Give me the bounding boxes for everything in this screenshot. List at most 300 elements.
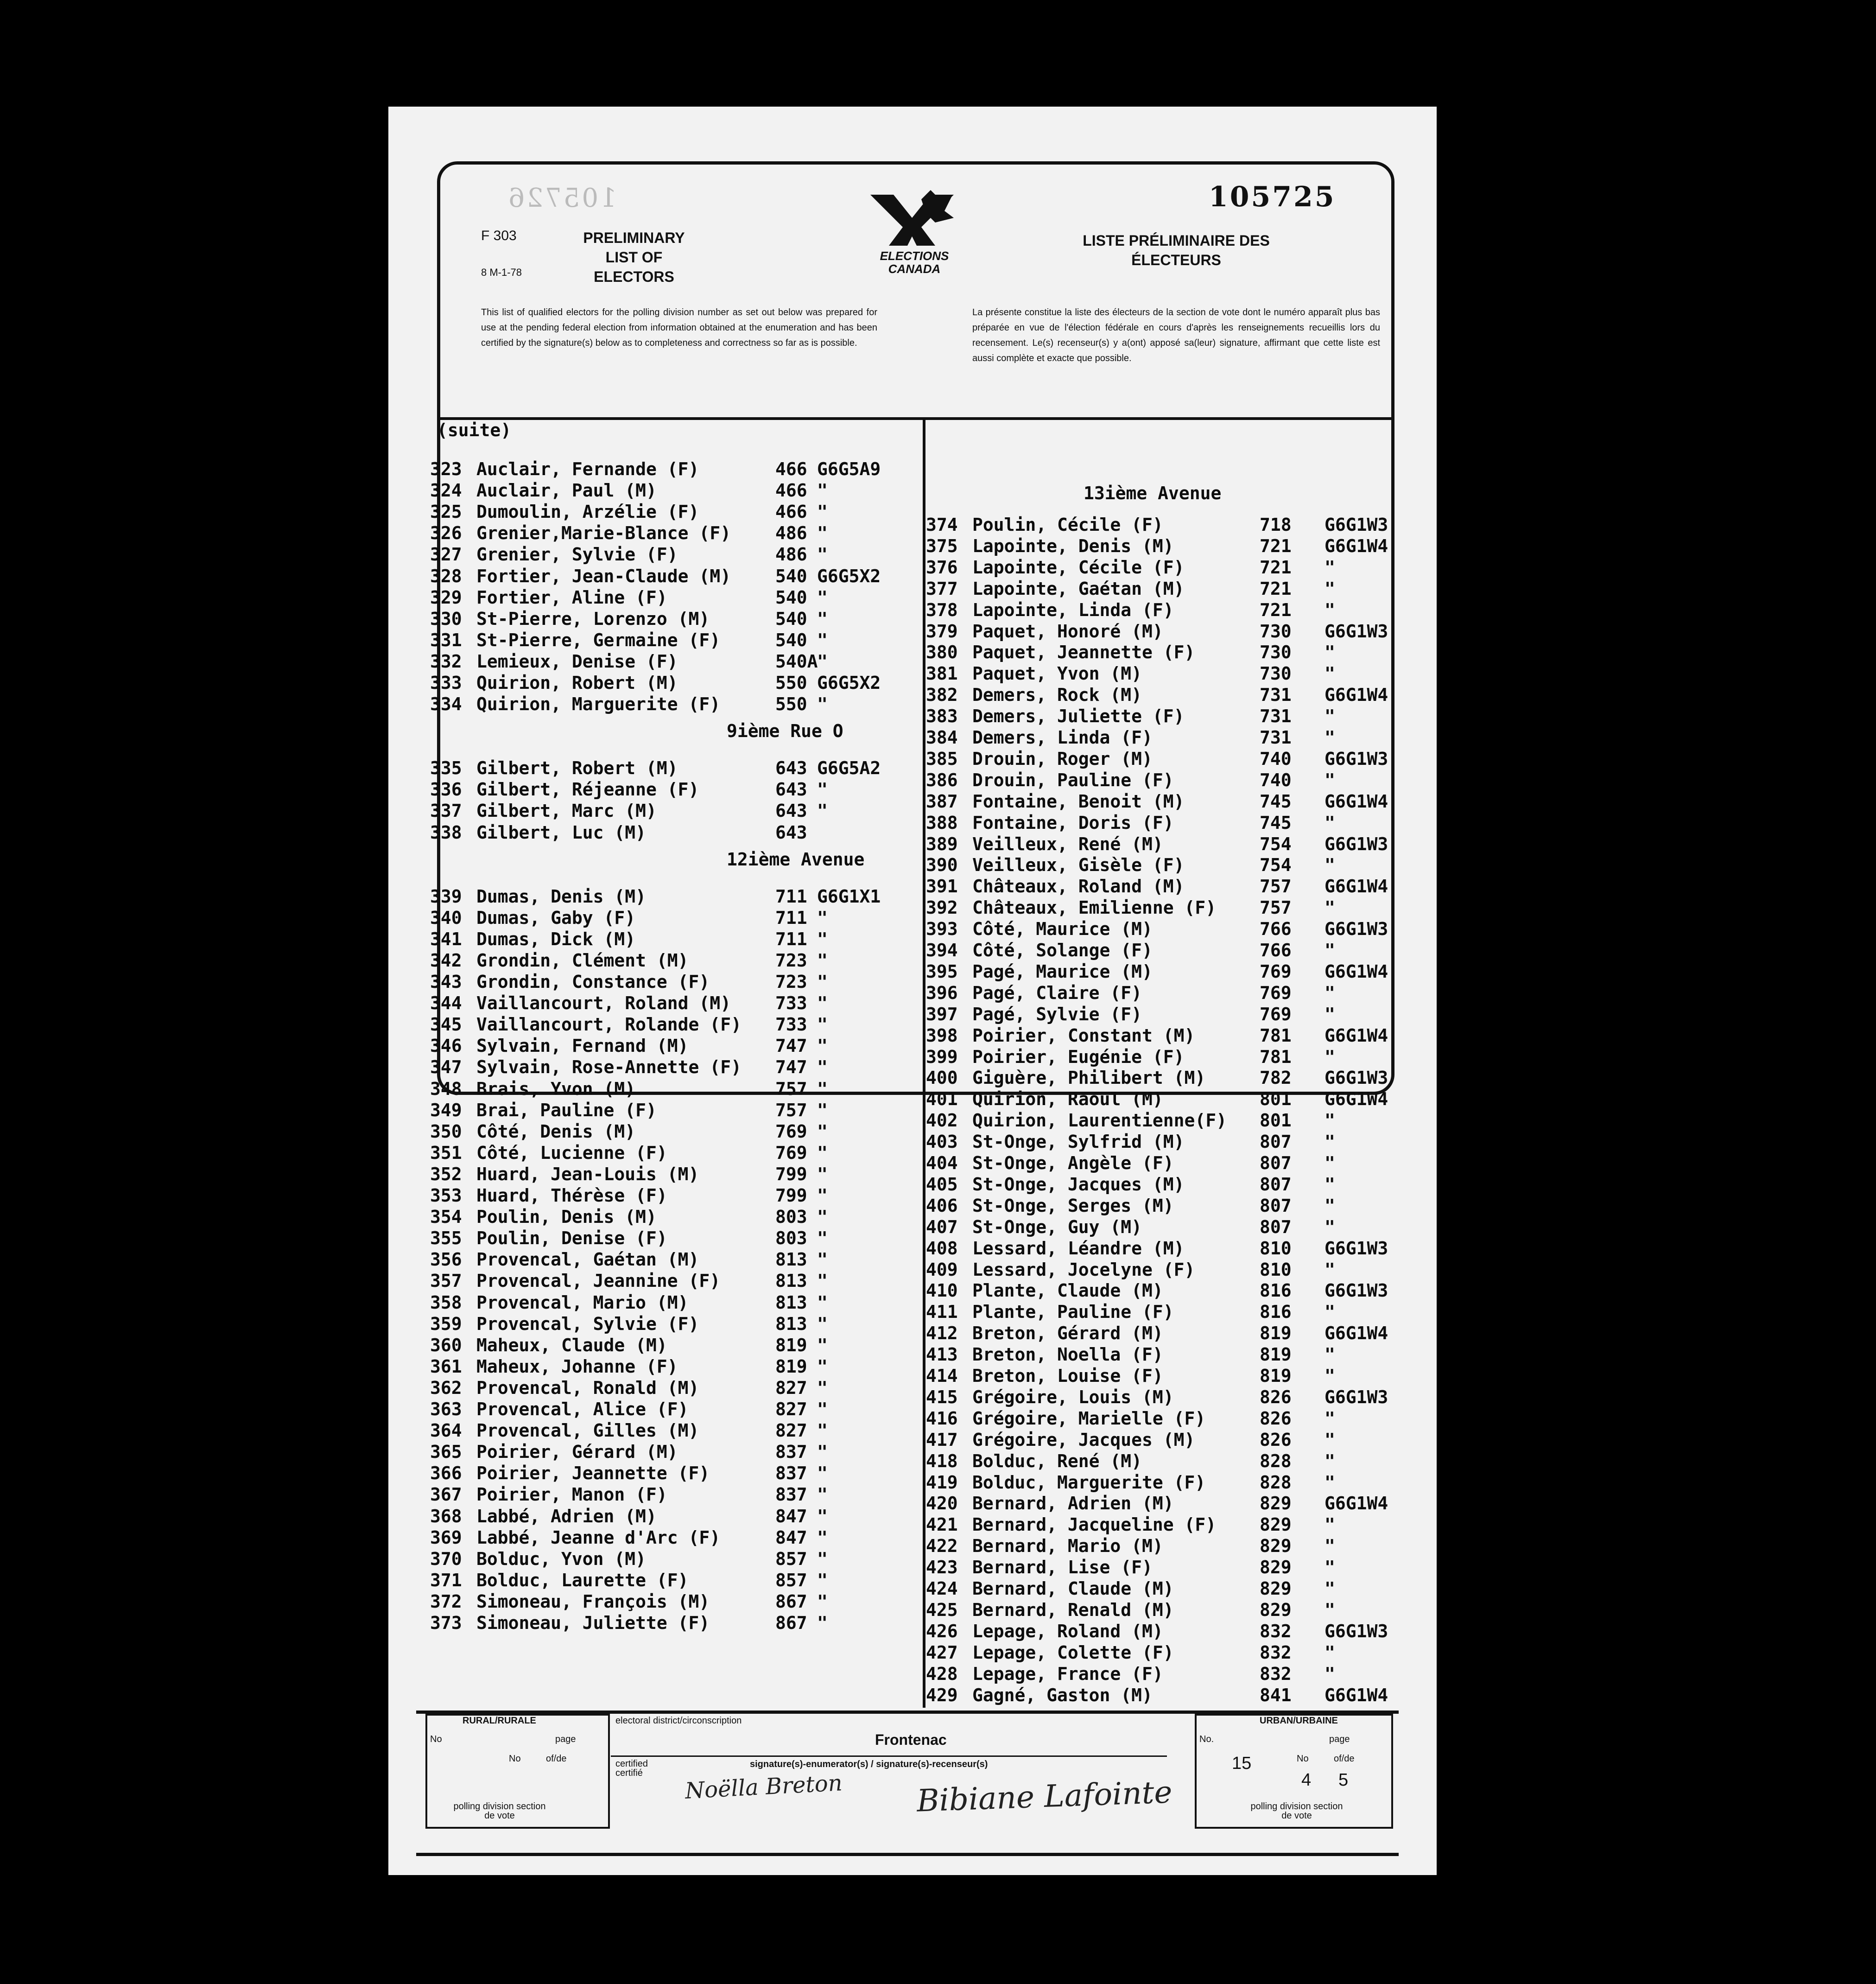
- civic-number: 826: [1260, 1429, 1292, 1450]
- civic-number: 826: [1260, 1386, 1292, 1407]
- elector-number: 379: [926, 621, 958, 642]
- postal-code: ": [817, 1313, 828, 1334]
- postal-code: ": [817, 630, 828, 650]
- civic-number: 819: [775, 1356, 807, 1377]
- elector-row: [926, 536, 1426, 557]
- civic-number: 747: [775, 1036, 807, 1056]
- postal-code: ": [1325, 1578, 1335, 1599]
- elector-name: Vaillancourt, Roland (M): [476, 993, 731, 1014]
- civic-number: 827: [775, 1399, 807, 1419]
- elector-number: 378: [926, 599, 958, 620]
- elector-row: [926, 1047, 1426, 1068]
- elector-row: [430, 1549, 917, 1570]
- elector-number: 420: [926, 1493, 958, 1514]
- elector-name: Fontaine, Doris (F): [972, 812, 1174, 833]
- elector-number: 410: [926, 1280, 958, 1301]
- postal-code: G6G1W3: [1325, 919, 1388, 940]
- postal-code: ": [817, 1613, 828, 1633]
- elector-number: 405: [926, 1174, 958, 1195]
- civic-number: 643: [775, 758, 807, 779]
- civic-number: 781: [1260, 1046, 1292, 1067]
- postal-code: ": [1325, 1663, 1335, 1684]
- elector-number: 362: [430, 1377, 462, 1398]
- elector-number: 413: [926, 1344, 958, 1365]
- postal-code: ": [1325, 578, 1335, 599]
- postal-code: ": [1325, 982, 1335, 1003]
- elector-number: 369: [430, 1527, 462, 1548]
- postal-code: ": [817, 993, 828, 1014]
- elector-name: St-Onge, Angèle (F): [972, 1153, 1174, 1173]
- civic-number: 747: [775, 1057, 807, 1078]
- postal-code: ": [817, 928, 828, 949]
- elector-number: 408: [926, 1238, 958, 1259]
- elector-number: 335: [430, 758, 462, 779]
- elector-name: Provencal, Alice (F): [476, 1399, 689, 1419]
- civic-number: 754: [1260, 833, 1292, 854]
- elector-name: Drouin, Pauline (F): [972, 769, 1174, 790]
- elector-number: 345: [430, 1014, 462, 1035]
- civic-number: 816: [1260, 1302, 1292, 1323]
- postal-code: G6G1W4: [1325, 961, 1388, 982]
- elector-name: Vaillancourt, Rolande (F): [476, 1014, 742, 1035]
- title-fr: LISTE PRÉLIMINAIRE DES ÉLECTEURS: [1083, 232, 1270, 268]
- postal-code: ": [1325, 1132, 1335, 1152]
- postal-code: ": [1325, 1046, 1335, 1067]
- elector-name: Quirion, Robert (M): [476, 673, 678, 693]
- elector-row: [926, 1004, 1426, 1025]
- postal-code: ": [817, 1463, 828, 1484]
- postal-code: G6G1W4: [1325, 1685, 1388, 1705]
- elector-row: [926, 1621, 1426, 1642]
- elector-name: St-Pierre, Germaine (F): [476, 630, 721, 650]
- civic-number: 829: [1260, 1578, 1292, 1599]
- postal-code: ": [817, 480, 828, 501]
- civic-number: 721: [1260, 535, 1292, 556]
- elector-number: 358: [430, 1292, 462, 1313]
- postal-code: ": [817, 1036, 828, 1056]
- elector-number: 372: [430, 1591, 462, 1612]
- elector-row: [430, 993, 917, 1014]
- elector-row: [926, 1685, 1426, 1706]
- postal-code: ": [817, 1527, 828, 1548]
- elector-number: 389: [926, 833, 958, 854]
- elector-number: 404: [926, 1153, 958, 1173]
- elector-number: 338: [430, 822, 462, 843]
- elector-name: Poirier, Manon (F): [476, 1484, 667, 1505]
- postal-code: ": [1325, 599, 1335, 620]
- elector-row: [926, 1664, 1426, 1685]
- elector-number: 422: [926, 1536, 958, 1557]
- elector-number: 411: [926, 1302, 958, 1323]
- elector-name: St-Onge, Guy (M): [972, 1216, 1142, 1237]
- elector-row: [926, 813, 1426, 834]
- elector-name: Gilbert, Luc (M): [476, 822, 646, 843]
- elector-number: 386: [926, 769, 958, 790]
- civic-number: 540: [775, 630, 807, 650]
- postal-code: G6G1W3: [1325, 833, 1388, 854]
- civic-number: 745: [1260, 812, 1292, 833]
- elector-number: 340: [430, 907, 462, 928]
- civic-number: 813: [775, 1292, 807, 1313]
- civic-number: 813: [775, 1313, 807, 1334]
- postal-code: ": [1325, 855, 1335, 876]
- postal-code: ": [1325, 557, 1335, 578]
- postal-code: ": [817, 502, 828, 522]
- footer-block: [416, 1711, 1399, 1856]
- postal-code: ": [817, 694, 828, 715]
- enumerator-signature-1: Noëlla Breton: [684, 1770, 843, 1804]
- civic-number: 711: [775, 886, 807, 907]
- postal-code: ": [817, 1377, 828, 1398]
- elector-name: Bolduc, Laurette (F): [476, 1570, 689, 1590]
- elector-row: [430, 1228, 917, 1249]
- civic-number: 740: [1260, 769, 1292, 790]
- elector-name: Brai, Pauline (F): [476, 1100, 657, 1120]
- elector-name: Gilbert, Réjeanne (F): [476, 779, 699, 800]
- elector-name: Bolduc, Yvon (M): [476, 1548, 646, 1569]
- civic-number: 766: [1260, 919, 1292, 940]
- elector-number: 337: [430, 801, 462, 821]
- civic-number: 731: [1260, 727, 1292, 748]
- postal-code: G6G1W3: [1325, 1386, 1388, 1407]
- postal-code: ": [1325, 1366, 1335, 1386]
- elector-row: [430, 908, 917, 929]
- elector-number: 399: [926, 1046, 958, 1067]
- elector-row: [430, 1463, 917, 1484]
- elector-name: Sylvain, Fernand (M): [476, 1036, 689, 1056]
- elector-row: [430, 1527, 917, 1549]
- elector-row: [430, 630, 917, 651]
- elector-number: 328: [430, 566, 462, 586]
- civic-number: 643: [775, 779, 807, 800]
- elector-number: 333: [430, 673, 462, 693]
- postal-code: G6G1W3: [1325, 515, 1388, 535]
- street-heading: 12ième Avenue: [727, 849, 865, 870]
- postal-code: ": [817, 1399, 828, 1419]
- civic-number: 837: [775, 1442, 807, 1463]
- elector-number: 414: [926, 1366, 958, 1386]
- elector-number: 371: [430, 1570, 462, 1590]
- postal-code: ": [817, 1014, 828, 1035]
- urban-label: URBAN/URBAINE: [1260, 1716, 1338, 1726]
- elector-name: Paquet, Yvon (M): [972, 663, 1142, 684]
- elector-number: 349: [430, 1100, 462, 1120]
- civic-number: 826: [1260, 1408, 1292, 1429]
- elector-name: Côté, Denis (M): [476, 1121, 636, 1142]
- postal-code: ": [1325, 727, 1335, 748]
- elector-name: Veilleux, René (M): [972, 833, 1163, 854]
- elector-row: [926, 706, 1426, 727]
- elector-row: [430, 502, 917, 523]
- elector-row: [430, 1420, 917, 1442]
- postal-code: ": [1325, 1259, 1335, 1280]
- postal-code: G6G1W4: [1325, 791, 1388, 812]
- elector-row: [926, 1323, 1426, 1344]
- elector-name: Fortier, Aline (F): [476, 587, 667, 608]
- elector-number: 381: [926, 663, 958, 684]
- enumerator-signature-2: Bibiane Lafointe: [916, 1774, 1173, 1819]
- polling-division-number: 15: [1232, 1754, 1252, 1773]
- street-heading: 13ième Avenue: [1084, 483, 1222, 503]
- elections-canada-logo: [866, 190, 958, 276]
- elector-number: 384: [926, 727, 958, 748]
- civic-number: 837: [775, 1484, 807, 1505]
- rural-polling-label: polling division section de vote: [453, 1801, 546, 1821]
- elector-name: Gilbert, Marc (M): [476, 801, 657, 821]
- elector-number: 403: [926, 1132, 958, 1152]
- elector-number: 429: [926, 1685, 958, 1705]
- elector-number: 330: [430, 608, 462, 629]
- elector-number: 409: [926, 1259, 958, 1280]
- postal-code: ": [1325, 1536, 1335, 1557]
- civic-number: 466: [775, 459, 807, 479]
- elector-row: [926, 1238, 1426, 1259]
- postal-code: G6G1W4: [1325, 685, 1388, 706]
- civic-number: 540A: [775, 651, 818, 672]
- postal-code: ": [817, 544, 828, 565]
- civic-number: 807: [1260, 1195, 1292, 1216]
- elector-name: Simoneau, François (M): [476, 1591, 710, 1612]
- elector-row: [430, 544, 917, 566]
- elector-row: [430, 1399, 917, 1420]
- elector-name: Quirion, Marguerite (F): [476, 694, 721, 715]
- elector-row: [430, 1164, 917, 1185]
- postal-code: G6G1W3: [1325, 1068, 1388, 1088]
- elector-row: [926, 1089, 1426, 1110]
- civic-number: 832: [1260, 1642, 1292, 1663]
- postal-code: ": [817, 1142, 828, 1163]
- elector-row: [926, 1600, 1426, 1621]
- urban-page-label: page: [1329, 1734, 1350, 1744]
- elector-name: Fortier, Jean-Claude (M): [476, 566, 731, 586]
- postal-code: ": [817, 1356, 828, 1377]
- elector-row: [926, 579, 1426, 600]
- elector-row: [926, 961, 1426, 983]
- elector-row: [926, 621, 1426, 642]
- elector-name: Côté, Solange (F): [972, 940, 1153, 960]
- elector-number: 365: [430, 1442, 462, 1463]
- elector-name: Breton, Louise (F): [972, 1366, 1163, 1386]
- postal-code: ": [817, 1506, 828, 1526]
- elector-number: 416: [926, 1408, 958, 1429]
- postal-code: ": [817, 779, 828, 800]
- rural-page-label: page: [555, 1734, 576, 1744]
- elector-number: 342: [430, 950, 462, 971]
- form-code: F 303: [481, 228, 517, 243]
- elector-number: 323: [430, 459, 462, 479]
- elector-number: 387: [926, 791, 958, 812]
- civic-number: 810: [1260, 1259, 1292, 1280]
- elector-row: [430, 1121, 917, 1143]
- elector-row: [926, 642, 1426, 663]
- elector-row: [430, 1185, 917, 1207]
- civic-number: 769: [775, 1121, 807, 1142]
- elector-number: 363: [430, 1399, 462, 1419]
- elector-row: [926, 1536, 1426, 1557]
- civic-number: 816: [1260, 1280, 1292, 1301]
- elector-row: [430, 822, 917, 844]
- elector-row: [926, 791, 1426, 813]
- urban-of-label: of/de: [1334, 1754, 1355, 1764]
- postal-code: ": [1325, 1174, 1335, 1195]
- elector-name: Demers, Juliette (F): [972, 706, 1185, 727]
- civic-number: 827: [775, 1420, 807, 1441]
- civic-number: 723: [775, 972, 807, 992]
- postal-code: G6G1W3: [1325, 1238, 1388, 1259]
- postal-code: G6G1W4: [1325, 1493, 1388, 1514]
- postal-code: ": [817, 801, 828, 821]
- elector-number: 346: [430, 1036, 462, 1056]
- rural-page-no-label: No: [509, 1754, 521, 1764]
- postal-code: G6G1W4: [1325, 876, 1388, 897]
- elector-number: 428: [926, 1663, 958, 1684]
- elector-row: [926, 1132, 1426, 1153]
- elector-number: 327: [430, 544, 462, 565]
- elector-number: 426: [926, 1621, 958, 1641]
- elector-row: [926, 919, 1426, 940]
- urban-page-no-label: No: [1297, 1754, 1309, 1764]
- civic-number: 757: [1260, 876, 1292, 897]
- postal-code: G6G1W4: [1325, 1323, 1388, 1344]
- civic-number: 819: [1260, 1344, 1292, 1365]
- elector-name: Labbé, Adrien (M): [476, 1506, 657, 1526]
- civic-number: 731: [1260, 706, 1292, 727]
- elector-name: Dumas, Denis (M): [476, 886, 646, 907]
- elector-name: Paquet, Jeannette (F): [972, 642, 1195, 663]
- civic-number: 757: [775, 1078, 807, 1099]
- ghost-serial: 105726: [507, 183, 617, 213]
- elector-number: 344: [430, 993, 462, 1014]
- elector-row: [430, 1057, 917, 1078]
- civic-number: 730: [1260, 663, 1292, 684]
- civic-number: 769: [775, 1142, 807, 1163]
- elector-name: Bernard, Mario (M): [972, 1536, 1163, 1557]
- postal-code: ": [1325, 1004, 1335, 1024]
- elector-name: Bernard, Claude (M): [972, 1578, 1174, 1599]
- postal-code: ": [1325, 642, 1335, 663]
- civic-number: 819: [1260, 1323, 1292, 1344]
- elector-number: 353: [430, 1185, 462, 1206]
- elector-row: [430, 1335, 917, 1356]
- elector-name: Lapointe, Denis (M): [972, 535, 1174, 556]
- postal-code: G6G5A9: [817, 459, 881, 479]
- elector-row: [926, 1514, 1426, 1536]
- postal-code: ": [1325, 706, 1335, 727]
- elector-row: [926, 1430, 1426, 1451]
- elector-row: [430, 673, 917, 694]
- elector-name: Grégoire, Marielle (F): [972, 1408, 1206, 1429]
- elector-row: [926, 897, 1426, 919]
- civic-number: 841: [1260, 1685, 1292, 1705]
- elector-number: 395: [926, 961, 958, 982]
- postal-code: ": [1325, 1110, 1335, 1131]
- elector-number: 324: [430, 480, 462, 501]
- postal-code: ": [1325, 1153, 1335, 1173]
- elector-number: 382: [926, 685, 958, 706]
- civic-number: 721: [1260, 599, 1292, 620]
- elector-number: 385: [926, 748, 958, 769]
- civic-number: 803: [775, 1228, 807, 1249]
- elector-number: 364: [430, 1420, 462, 1441]
- elector-name: Fontaine, Benoit (M): [972, 791, 1185, 812]
- civic-number: 540: [775, 587, 807, 608]
- elector-row: [926, 1068, 1426, 1089]
- elector-number: 397: [926, 1004, 958, 1024]
- civic-number: 550: [775, 673, 807, 693]
- postal-code: ": [817, 907, 828, 928]
- elector-name: Bolduc, René (M): [972, 1450, 1142, 1471]
- postal-code: G6G1W3: [1325, 621, 1388, 642]
- district-label: electoral district/circonscription: [615, 1716, 742, 1726]
- civic-number: 829: [1260, 1599, 1292, 1620]
- civic-number: 801: [1260, 1110, 1292, 1131]
- civic-number: 857: [775, 1570, 807, 1590]
- elector-row: [926, 600, 1426, 621]
- civic-number: 847: [775, 1506, 807, 1526]
- elector-row: [926, 1153, 1426, 1174]
- postal-code: ": [817, 1548, 828, 1569]
- postal-code: ": [817, 1057, 828, 1078]
- civic-number: 733: [775, 1014, 807, 1035]
- elector-number: 390: [926, 855, 958, 876]
- elector-row: [430, 1100, 917, 1121]
- elector-number: 350: [430, 1121, 462, 1142]
- elector-name: Sylvain, Rose-Annette (F): [476, 1057, 742, 1078]
- continued-label: (suite): [437, 420, 512, 440]
- elector-name: Quirion, Raoul (M): [972, 1089, 1163, 1110]
- elector-name: Veilleux, Gisèle (F): [972, 855, 1185, 876]
- elector-name: Dumas, Dick (M): [476, 928, 636, 949]
- civic-number: 829: [1260, 1557, 1292, 1578]
- elector-number: 325: [430, 502, 462, 522]
- elector-number: 419: [926, 1472, 958, 1493]
- elector-number: 406: [926, 1195, 958, 1216]
- civic-number: 807: [1260, 1174, 1292, 1195]
- page-total: 5: [1338, 1770, 1349, 1790]
- elector-number: 392: [926, 897, 958, 918]
- elector-row: [430, 651, 917, 673]
- civic-number: 723: [775, 950, 807, 971]
- civic-number: 810: [1260, 1238, 1292, 1259]
- elector-name: Poirier, Constant (M): [972, 1025, 1195, 1046]
- elector-name: Provencal, Gaétan (M): [476, 1249, 699, 1270]
- elector-row: [926, 1366, 1426, 1387]
- elector-row: [430, 1314, 917, 1335]
- elector-name: Breton, Noella (F): [972, 1344, 1163, 1365]
- elector-name: Lapointe, Cécile (F): [972, 557, 1185, 578]
- postal-code: G6G1W4: [1325, 1089, 1388, 1110]
- civic-number: 540: [775, 608, 807, 629]
- elector-number: 359: [430, 1313, 462, 1334]
- elector-number: 375: [926, 535, 958, 556]
- elector-name: Grégoire, Louis (M): [972, 1386, 1174, 1407]
- elector-number: 412: [926, 1323, 958, 1344]
- elector-row: [430, 1271, 917, 1292]
- elector-number: 415: [926, 1386, 958, 1407]
- elector-name: St-Pierre, Lorenzo (M): [476, 608, 710, 629]
- civic-number: 757: [775, 1100, 807, 1120]
- civic-number: 801: [1260, 1089, 1292, 1110]
- civic-number: 721: [1260, 557, 1292, 578]
- elector-row: [926, 1217, 1426, 1238]
- civic-number: 643: [775, 801, 807, 821]
- elector-name: Grenier, Sylvie (F): [476, 544, 678, 565]
- civic-number: 769: [1260, 982, 1292, 1003]
- civic-number: 829: [1260, 1536, 1292, 1557]
- elector-row: [430, 587, 917, 609]
- elector-name: Giguère, Philibert (M): [972, 1068, 1206, 1088]
- elector-name: Poirier, Jeannette (F): [476, 1463, 710, 1484]
